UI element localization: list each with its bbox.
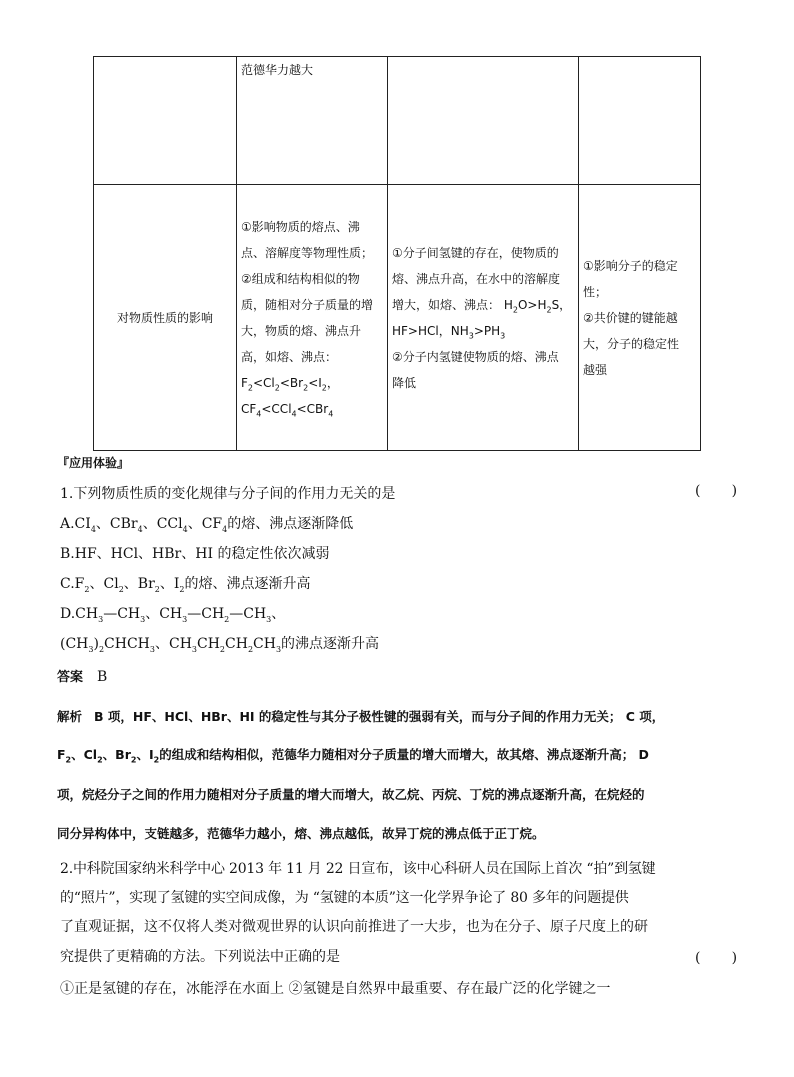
cell-text: 范德华力越大 [241, 63, 314, 77]
table-cell [579, 57, 701, 185]
option-d-continued: $(CH_3)_2CHCH_3$、$CH_3CH_2CH_2CH_3$的沸点逐渐升高 [60, 636, 380, 654]
row-header: 对物质性质的影响 [116, 310, 213, 325]
question-2-statement: ①正是氢键的存在，冰能浮在水面上 ②氢键是自然界中最重要、存在最广泛的化学键之一 [60, 981, 611, 997]
cell-text: 大，物质的熔、沸点升 [241, 323, 362, 338]
cell-text: 性； [583, 284, 608, 299]
question-2-line-4: 究提供了更精确的方法。下列说法中正确的是 [60, 949, 340, 965]
answer-line [57, 666, 107, 685]
answer-value: B [97, 669, 108, 685]
cell-text: 高，如熔、沸点： [241, 349, 338, 364]
property-table [93, 56, 701, 451]
cell-text: 大，分子的稳定性 [583, 336, 680, 351]
cell-text: ①分子间氢键的存在，使物质的 [392, 245, 559, 260]
cell-text: 熔、沸点升高，在水中的溶解度 [392, 271, 561, 286]
cell-text: 越强 [583, 362, 608, 377]
answer-bracket: ( ) [695, 950, 738, 966]
cell-text: ①影响物质的熔点、沸 [241, 219, 360, 234]
option-c: $C.F_2$、$Cl_2$、$Br_2$、$I_2$的熔、沸点逐渐升高 [60, 576, 311, 594]
question-1-stem: 1.下列物质性质的变化规律与分子间的作用力无关的是 [60, 486, 396, 502]
cell-text: ②共价键的键能越 [583, 310, 678, 325]
formula-line: $CF_4<CCl_4<CBr_4$ [241, 401, 334, 418]
table-cell [579, 185, 701, 451]
section-heading: 『应用体验』 [57, 456, 130, 470]
cell-text: ②组成和结构相似的物 [241, 271, 360, 286]
formula-line: HF>HCl，$NH_3>PH_3$ [392, 323, 506, 340]
question-2-line-2: 的“照片”，实现了氢键的实空间成像，为 “氢键的本质”这一化学界争论了 80 多年的问题提供 [60, 890, 629, 906]
table-cell [388, 57, 579, 185]
option-a: $A.CI_4$、CBr$_4$、CCl$_4$、$CF_4$的熔、沸点逐渐降低 [60, 516, 354, 534]
question-2-line-3: 了直观证据，这不仅将人类对微观世界的认识向前推进了一大步，也为在分子、原子尺度上的研 [60, 919, 648, 935]
table-row [94, 185, 701, 451]
formula-line: 增大，如熔、沸点： $H_2O>H_2S$， [392, 297, 572, 314]
cell-text: ①影响分子的稳定 [583, 258, 678, 273]
option-d: $D.CH_3—CH_3$、$CH_3—CH_2—CH_3$、 [60, 606, 286, 624]
formula-line: $F_2<Cl_2<Br_2<I_2$， [241, 375, 339, 392]
cell-text: 点、溶解度等物理性质； [241, 245, 374, 260]
table-cell [388, 185, 579, 451]
answer-bracket: ( ) [695, 483, 738, 499]
table-row [94, 57, 701, 185]
analysis-line-4: 同分异构体中，支链越多，范德华力越小，熔、沸点越低，故异丁烷的沸点低于正丁烷。 [57, 826, 545, 841]
cell-text: ②分子内氢键使物质的熔、沸点 [392, 349, 559, 364]
answer-label: 答案 [57, 670, 84, 685]
table-cell [237, 57, 388, 185]
analysis-line-1: 解析 B 项，HF、HCl、HBr、HI 的稳定性与其分子极性键的强弱有关，而与分子间的作用力无关； C 项， [57, 709, 665, 724]
cell-text: 质，随相对分子质量的增 [241, 297, 374, 312]
analysis-line-3: 项，烷烃分子之间的作用力随相对分子质量的增大而增大，故乙烷、丙烷、丁烷的沸点逐渐升高，在烷烃的 [57, 787, 645, 802]
table-cell [94, 57, 237, 185]
table-cell [237, 185, 388, 451]
analysis-line-2: $F_2$、$Cl_2$、$Br_2$、$I_2$的组成和结构相似，范德华力随相对分子质量的增大而增大，故其熔、沸点逐渐升高； D [57, 747, 649, 765]
cell-text: 降低 [392, 375, 417, 390]
row-header-cell [94, 185, 237, 451]
option-b: B.HF、HCl、HBr、HI 的稳定性依次减弱 [60, 546, 330, 562]
question-2-line-1: 2.中科院国家纳米科学中心 2013 年 11 月 22 日宣布，该中心科研人员在国际上首次 “拍”到氢键 [60, 861, 656, 877]
